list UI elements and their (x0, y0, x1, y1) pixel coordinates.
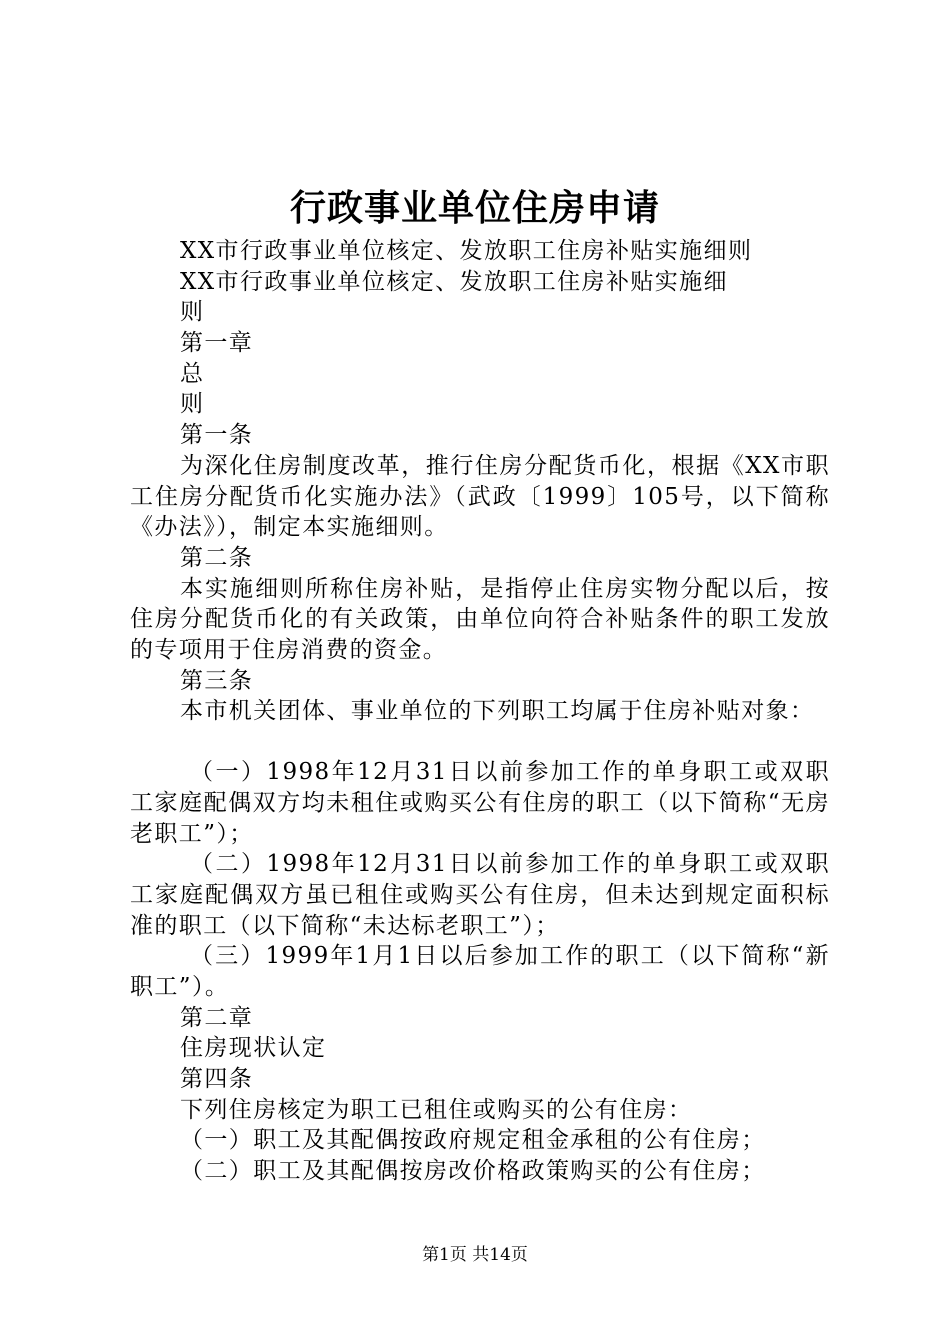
heading-line: XX市行政事业单位核定、发放职工住房补贴实施细 (180, 268, 728, 295)
spacer (130, 727, 830, 757)
article-heading: 第一条 (180, 422, 254, 449)
article-heading: 第三条 (180, 667, 254, 694)
document-title: 行政事业单位住房申请 (289, 187, 660, 229)
chapter-heading: 第二章 (180, 1004, 254, 1031)
list-item: （三）1999年1月1日以后参加工作的职工（以下简称“新职工”）。 (130, 943, 830, 1001)
page-footer: 第1页 共14页 (422, 1245, 528, 1265)
chapter-title: 总 (180, 360, 205, 387)
article-paragraph: 为深化住房制度改革，推行住房分配货币化，根据《XX市职工住房分配货币化实施办法》（武政〔1999〕105号，以下简称《办法》），制定本实施细则。 (130, 452, 830, 541)
document-body (130, 236, 830, 1187)
chapter-title: 住房现状认定 (180, 1035, 327, 1062)
article-paragraph: 下列住房核定为职工已租住或购买的公有住房： (180, 1096, 693, 1123)
heading-line: XX市行政事业单位核定、发放职工住房补贴实施细则 (180, 238, 753, 264)
chapter-heading: 第一章 (180, 330, 254, 357)
list-item: （二）职工及其配偶按房改价格政策购买的公有住房； (180, 1158, 766, 1185)
article-heading: 第二条 (180, 544, 254, 571)
list-item: （一）职工及其配偶按政府规定租金承租的公有住房； (180, 1127, 766, 1154)
article-heading: 第四条 (180, 1066, 254, 1093)
article-paragraph: 本实施细则所称住房补贴，是指停止住房实物分配以后，按住房分配货币化的有关政策，由单位向符合补贴条件的职工发放的专项用于住房消费的资金。 (130, 575, 830, 664)
list-item: （一）1998年12月31日以前参加工作的单身职工或双职工家庭配偶双方均未租住或购买公有住房的职工（以下简称“无房老职工”）； (130, 759, 830, 847)
list-item: （二）1998年12月31日以前参加工作的单身职工或双职工家庭配偶双方虽已租住或购买公有住房，但未达到规定面积标准的职工（以下简称“未达标老职工”）； (130, 851, 830, 939)
chapter-title: 则 (180, 391, 205, 418)
heading-line: 则 (180, 299, 205, 326)
article-paragraph: 本市机关团体、事业单位的下列职工均属于住房补贴对象： (180, 698, 815, 725)
